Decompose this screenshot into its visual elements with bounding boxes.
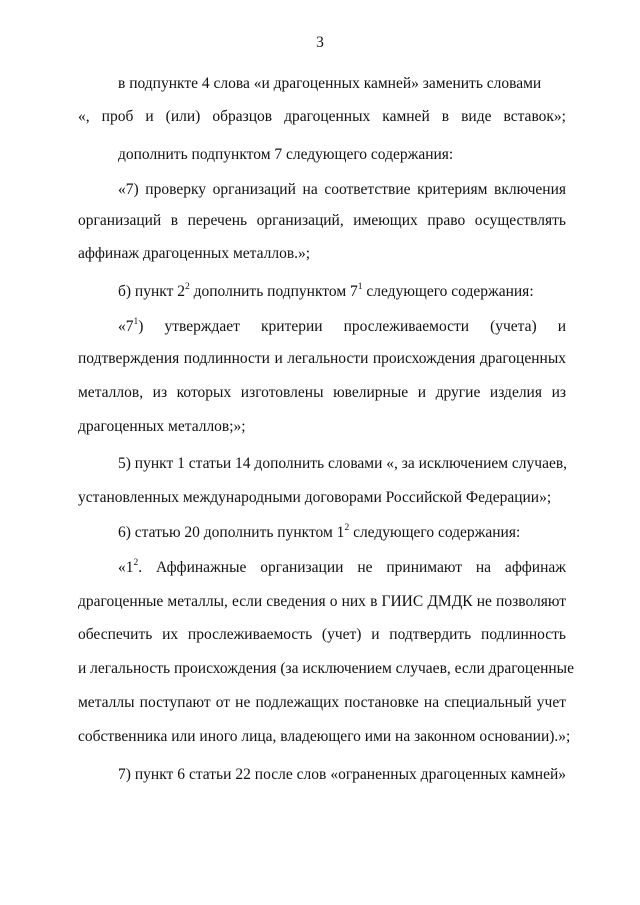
text-line: 6) статью 20 дополнить пунктом $1^2$ следующего содержания: (118, 522, 521, 541)
text-line: «, проб и (или) образцов драгоценных камней в виде вставок»; (78, 108, 566, 125)
text-line: «$1^2$. Аффинажные организации не принимают на аффинаж (118, 557, 566, 576)
text-line: и легальность происхождения (за исключением случаев, если драгоценные (78, 660, 574, 677)
text-line: обеспечить их прослеживаемость (учет) и подтвердить подлинность (78, 626, 566, 643)
text-line: драгоценных металлов;»; (78, 418, 246, 435)
text-line: в подпункте 4 слова «и драгоценных камней» заменить словами (118, 75, 542, 92)
text-line: дополнить подпунктом 7 следующего содержания: (118, 146, 454, 163)
text-line: «$7^1$) утверждает критерии прослеживаемости (учета) и (118, 316, 566, 335)
superscript: 2 (344, 522, 350, 533)
text-line: металлов, из которых изготовлены ювелирные и другие изделия из (78, 384, 566, 401)
text-line: собственника или иного лица, владеющего ими на законном основании).»; (78, 728, 571, 745)
text-line: металлы поступают от не подлежащих постановке на специальный учет (78, 694, 566, 711)
text-line: драгоценные металлы, если сведения о них в ГИИС ДМДК не позволяют (78, 593, 566, 610)
text-line: 5) пункт 1 статьи 14 дополнить словами «, за исключением случаев, (118, 455, 568, 472)
superscript: 2 (133, 557, 139, 568)
superscript: 1 (357, 281, 363, 292)
superscript: 2 (185, 281, 190, 292)
text-line: подтверждения подлинности и легальности происхождения драгоценных (78, 350, 566, 367)
text-line: б) пункт $2^2$ дополнить подпунктом $7^1$ следующего содержания: (118, 281, 534, 300)
text-line: аффинаж драгоценных металлов.»; (78, 245, 311, 262)
text-line: установленных международными договорами Российской Федерации»; (78, 489, 552, 506)
text-line: 7) пункт 6 статьи 22 после слов «ограненных драгоценных камней» (118, 766, 566, 783)
page-number: 3 (316, 34, 324, 51)
text-line: «7) проверку организаций на соответствие критериям включения (118, 181, 566, 198)
text-line: организаций в перечень организаций, имеющих право осуществлять (78, 212, 566, 229)
superscript: 1 (133, 316, 139, 327)
